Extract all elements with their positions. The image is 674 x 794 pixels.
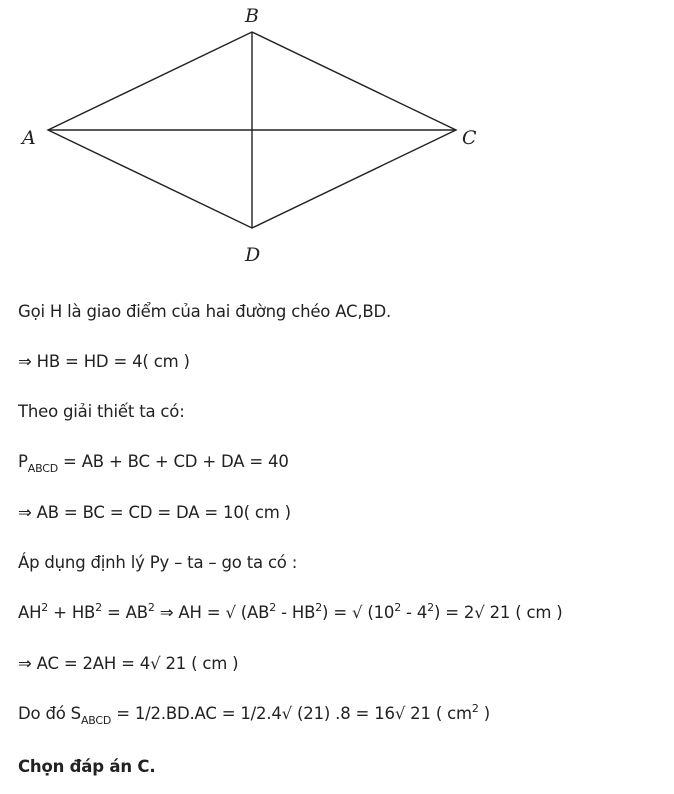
eq-part: AH bbox=[18, 603, 42, 622]
text-line-4 bbox=[18, 451, 289, 475]
vertex-label-a: A bbox=[22, 127, 36, 149]
text-line-1: Gọi H là giao điểm của hai đường chéo AC,BD. bbox=[18, 302, 392, 321]
answer-line: Chọn đáp án C. bbox=[18, 757, 156, 776]
eq-exponent: 2 bbox=[269, 601, 277, 614]
perimeter-symbol: P bbox=[18, 452, 28, 471]
vertex-label-c: C bbox=[462, 127, 477, 149]
text-line-9 bbox=[18, 703, 490, 727]
area-equation: = 1/2.BD.AC = 1/2.4√ (21) .8 = 16√ 21 ( cm bbox=[111, 704, 472, 723]
text-line-2: ⇒ HB = HD = 4( cm ) bbox=[18, 352, 190, 371]
eq-part: - 4 bbox=[401, 603, 428, 622]
vertex-label-b: B bbox=[245, 5, 259, 27]
subscript-abcd: ABCD bbox=[27, 462, 58, 475]
subscript-abcd: ABCD bbox=[80, 714, 112, 727]
eq-exponent: 2 bbox=[315, 601, 323, 614]
area-intro: Do đó S bbox=[18, 704, 81, 723]
text-line-5: ⇒ AB = BC = CD = DA = 10( cm ) bbox=[18, 503, 291, 522]
eq-exponent: 2 bbox=[394, 601, 402, 614]
text-line-6: Áp dụng định lý Py – ta – go ta có : bbox=[18, 553, 298, 572]
eq-exponent: 2 bbox=[427, 601, 434, 614]
eq-part: ⇒ AH = √ (AB bbox=[154, 603, 270, 622]
rhombus-figure bbox=[0, 0, 674, 270]
area-close: ) bbox=[478, 704, 490, 723]
eq-part: ) = √ (10 bbox=[322, 603, 395, 622]
unit-exponent: 2 bbox=[471, 702, 479, 715]
eq-part: = AB bbox=[101, 603, 148, 622]
text-line-7 bbox=[18, 602, 563, 626]
eq-exponent: 2 bbox=[147, 601, 155, 614]
vertex-label-d: D bbox=[245, 244, 261, 266]
eq-part: - HB bbox=[276, 603, 316, 622]
eq-exponent: 2 bbox=[95, 601, 102, 614]
perimeter-equation: = AB + BC + CD + DA = 40 bbox=[57, 452, 289, 471]
eq-part: ) = 2√ 21 ( cm ) bbox=[433, 603, 563, 622]
eq-exponent: 2 bbox=[41, 601, 49, 614]
text-line-3: Theo giải thiết ta có: bbox=[18, 402, 185, 421]
eq-part: + HB bbox=[48, 603, 96, 622]
text-line-8: ⇒ AC = 2AH = 4√ 21 ( cm ) bbox=[18, 654, 239, 673]
